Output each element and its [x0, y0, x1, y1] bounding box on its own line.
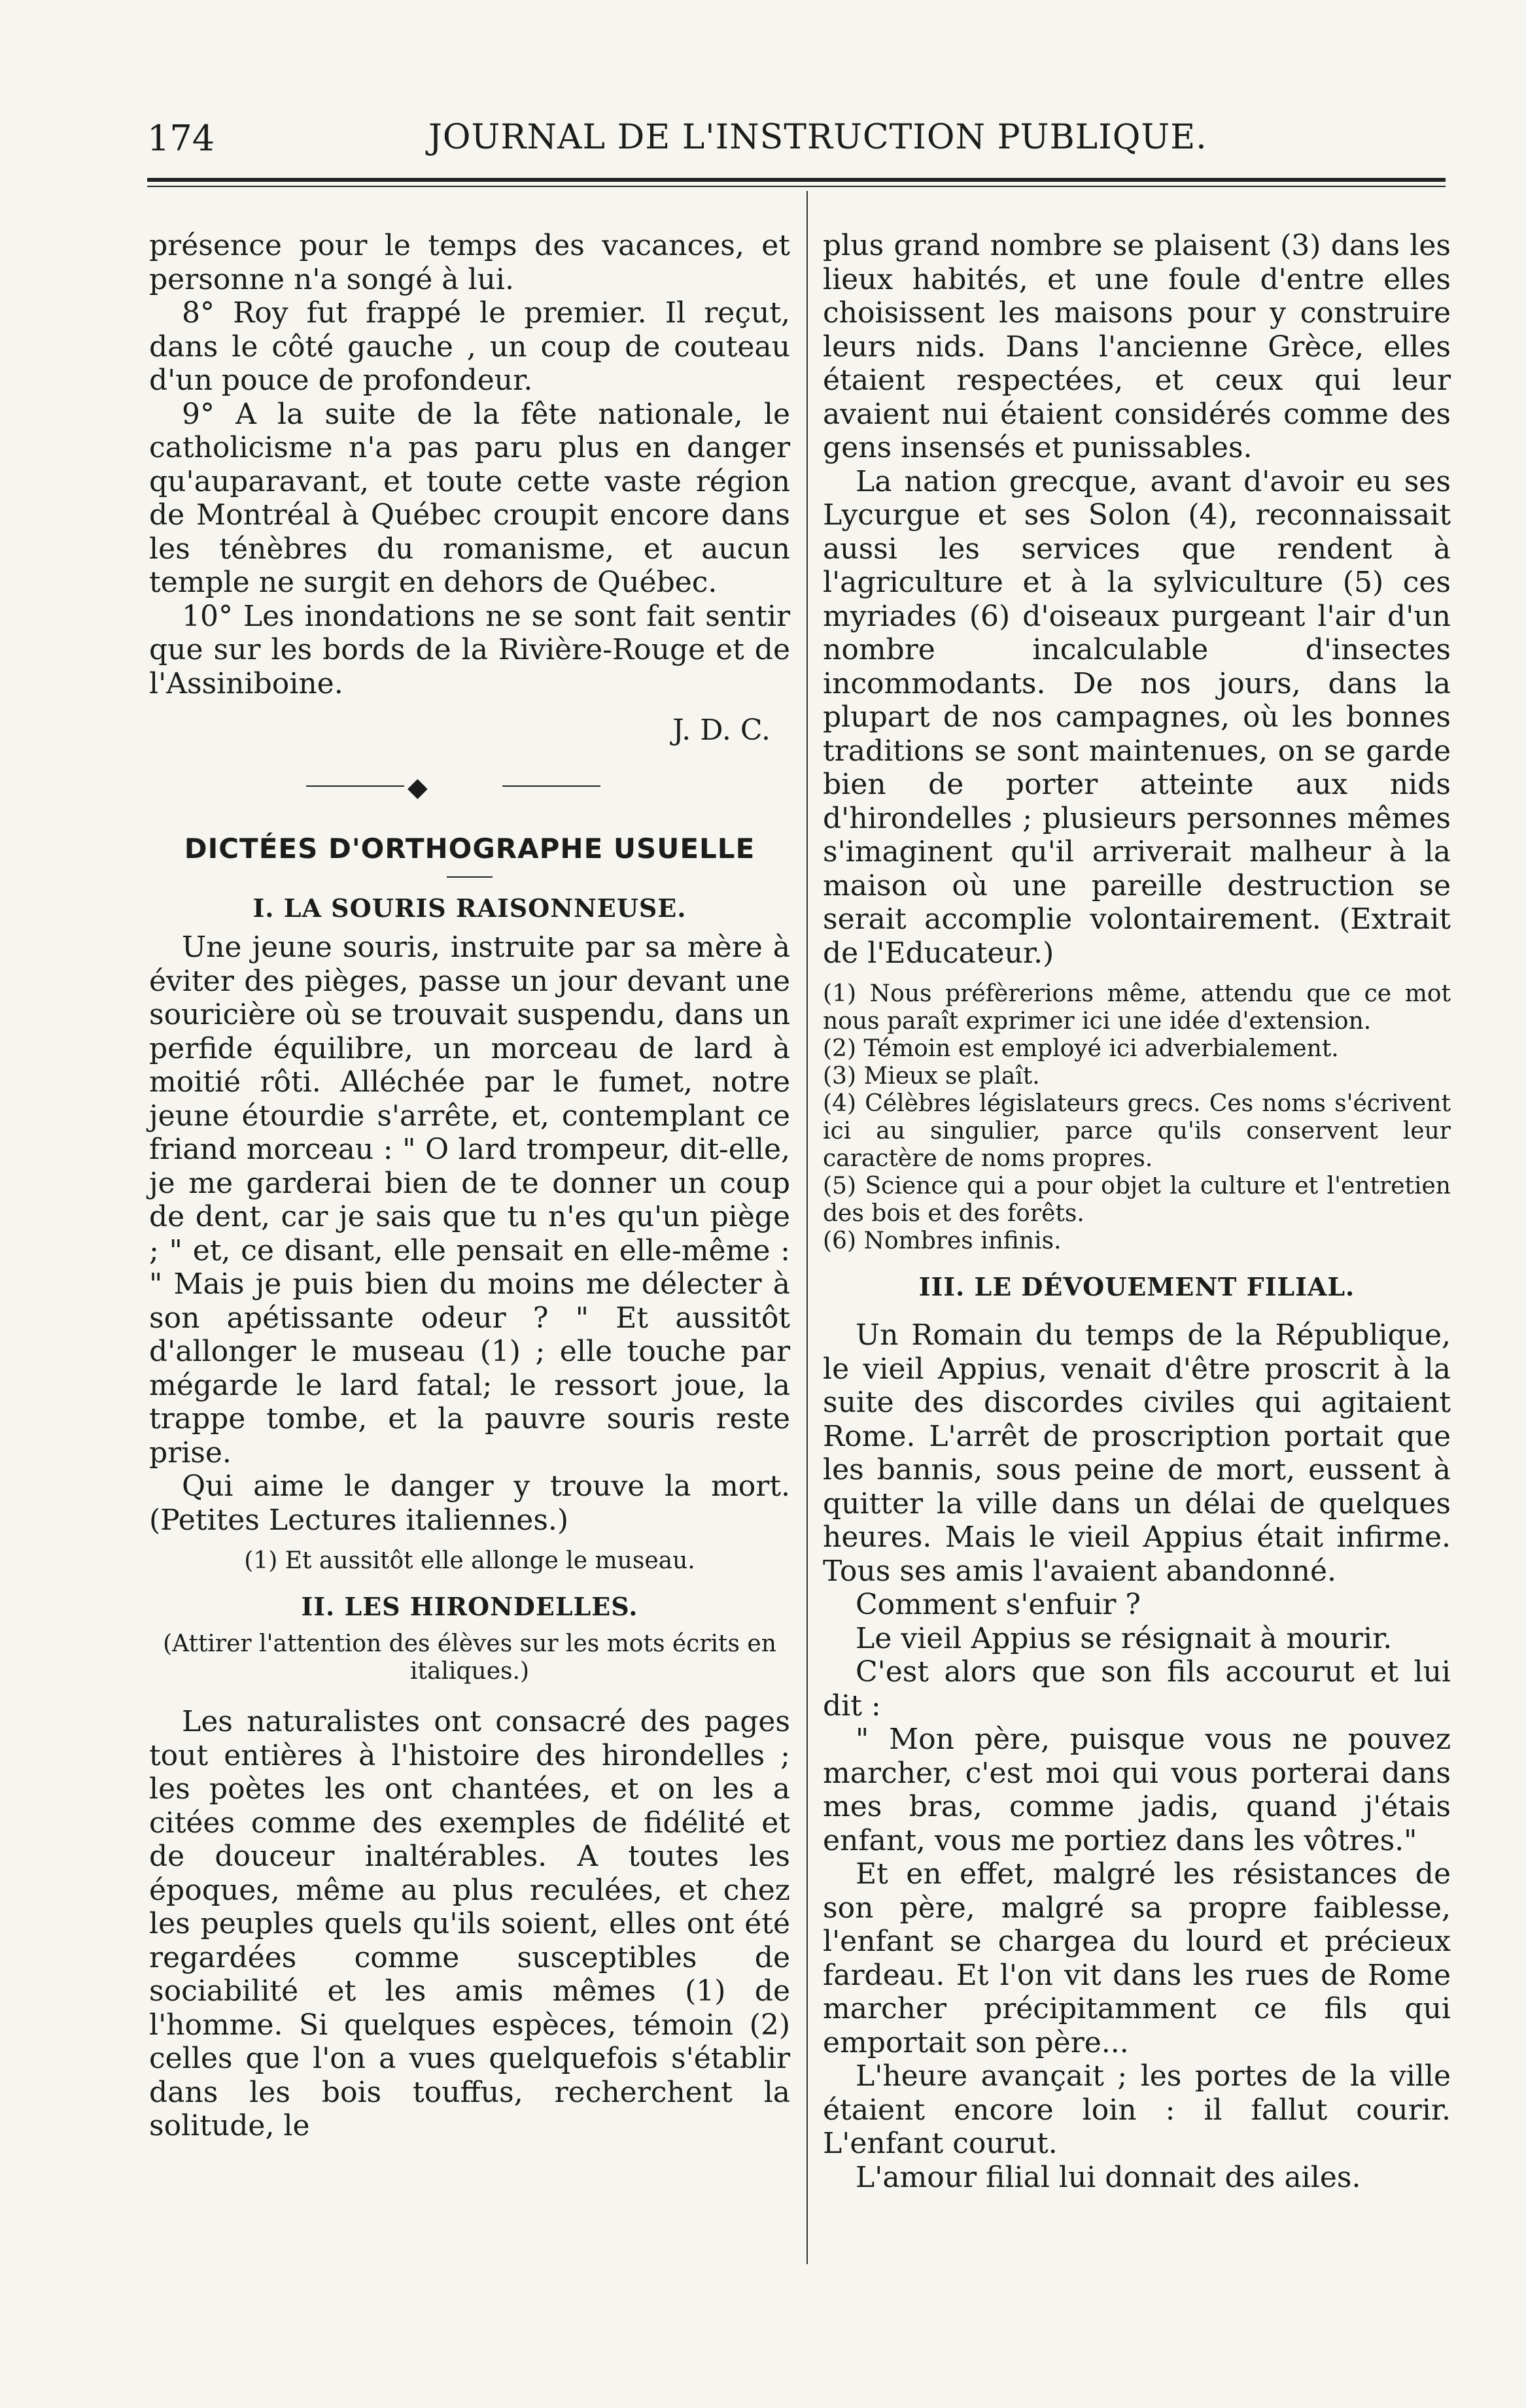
ornament-diamond-icon: ◆: [408, 772, 428, 802]
header-rule-thick: [147, 178, 1446, 182]
paragraph: L'heure avançait ; les portes de la ville étaient encore loin : il fallut courir. L'enfant courut.: [823, 2059, 1451, 2160]
footnote: (4) Célèbres législateurs grecs. Ces noms s'écrivent ici au singulier, parce qu'ils conservent leur caractère de noms propres.: [823, 1090, 1451, 1172]
page-header: [147, 111, 1446, 170]
footnote: (5) Science qui a pour objet la culture et l'entretien des bois et des forêts.: [823, 1173, 1451, 1227]
header-rule-thin: [147, 186, 1446, 187]
paragraph: 9° A la suite de la fête nationale, le catholicisme n'a pas paru plus en danger qu'auparavant, et toute cette vaste région de Montréal à Québec croupit encore dans les ténèbres du romanisme, et aucun temple ne surgit en dehors de Québec.: [149, 397, 790, 599]
paragraph: L'amour filial lui donnait des ailes.: [856, 2160, 1361, 2194]
footnote: (3) Mieux se plaît.: [823, 1063, 1040, 1090]
title-rule: [447, 876, 493, 878]
paragraph: Qui aime le danger y trouve la mort. (Petites Lectures italiennes.): [149, 1470, 790, 1537]
paragraph: La nation grecque, avant d'avoir eu ses Lycurgue et ses Solon (4), reconnaissait aussi les services que rendent à l'agriculture et à la sylviculture (5) ces myriades (6) d'oiseaux purgeant l'air d'un nombre incalculable d'insectes incommodants. De nos jours, dans la plupart de nos campagnes, où les bonnes traditions se sont maintenues, on se garde bien de porter atteinte aux nids d'hirondelles ; plusieurs personnes mêmes s'imaginent qu'il arriverait malheur à la maison où une pareille destruction se serait accomplie volontairement. (Extrait de l'Educateur.): [823, 464, 1451, 970]
paragraph: Les naturalistes ont consacré des pages tout entières à l'histoire des hirondelles ; les poètes les ont chantées, et on les a citées comme des exemples de fidélité et de douceur inaltérables. A toutes les époques, même au plus reculées, et chez les peuples quels qu'ils soient, elles ont été regardées comme susceptibles de sociabilité et les amis mêmes (1) de l'homme. Si quelques espèces, témoin (2) celles que l'on a vues quelquefois s'établir dans les bois touffus, recherchent la solitude, le: [149, 1705, 790, 2142]
part3-title: III. LE DÉVOUEMENT FILIAL.: [918, 1272, 1355, 1301]
right-column: [823, 229, 1451, 2194]
paragraph: plus grand nombre se plaisent (3) dans les lieux habités, et une foule d'entre elles choisissent les maisons pour y construire leurs nids. Dans l'ancienne Grèce, elles étaient respectées, et ceux qui leur avaient nui étaient considérés comme des gens insensés et punissables.: [823, 229, 1451, 464]
ornament-line-left: [306, 785, 404, 787]
footnote: (1) Nous préfèrerions même, attendu que ce mot nous paraît exprimer ici une idée d'extension.: [823, 980, 1451, 1035]
paragraph: Et en effet, malgré les résistances de son père, malgré sa propre faiblesse, l'enfant se chargea du lourd et précieux fardeau. Et l'on vit dans les rues de Rome marcher précipitamment ce fils qui emportait son père...: [823, 1857, 1451, 2059]
paragraph: C'est alors que son fils accourut et lui dit :: [823, 1655, 1451, 1723]
left-column: [149, 229, 790, 2143]
part2-title: II. LES HIRONDELLES.: [301, 1592, 638, 1621]
signature: J. D. C.: [672, 714, 771, 747]
section-ornament: [149, 761, 790, 813]
page-number: 174: [147, 118, 215, 159]
paragraph: présence pour le temps des vacances, et personne n'a songé à lui.: [149, 229, 790, 296]
paragraph: Le vieil Appius se résignait à mourir.: [856, 1621, 1393, 1655]
paragraph: 10° Les inondations ne se sont fait sentir que sur les bords de la Rivière-Rouge et de l'Assiniboine.: [149, 599, 790, 700]
ornament-line-right: [502, 785, 600, 787]
paragraph: Une jeune souris, instruite par sa mère à éviter des pièges, passe un jour devant une souricière où se trouvait suspendu, dans un perfide équilibre, un morceau de lard à moitié rôti. Alléchée par le fumet, notre jeune étourdie s'arrête, et, contemplant ce friand morceau : " O lard trompeur, dit-elle, je me garderai bien de te donner un coup de dent, car je sais que tu n'es qu'un piège ; " et, ce disant, elle pensait en elle-même : " Mais je puis bien du moins me délecter à son apétissante odeur ? " Et aussitôt d'allonger le museau (1) ; elle touche par mégarde le lard fatal; le ressort joue, la trappe tombe, et la pauvre souris reste prise.: [149, 931, 790, 1470]
paragraph: 8° Roy fut frappé le premier. Il reçut, dans le côté gauche , un coup de couteau d'un pouce de profondeur.: [149, 296, 790, 397]
footnote: (6) Nombres infinis.: [823, 1228, 1062, 1254]
part2-instruction: (Attirer l'attention des élèves sur les mots écrits en italiques.): [163, 1630, 776, 1685]
running-title: JOURNAL DE L'INSTRUCTION PUBLIQUE.: [428, 118, 1207, 157]
paragraph: " Mon père, puisque vous ne pouvez marcher, c'est moi qui vous porterai dans mes bras, comme jadis, quand j'étais enfant, vous me portiez dans les vôtres.": [823, 1723, 1451, 1857]
footnote: (2) Témoin est employé ici adverbialement.: [823, 1035, 1339, 1062]
paragraph: Comment s'enfuir ?: [856, 1588, 1141, 1621]
paragraph: Un Romain du temps de la République, le vieil Appius, venait d'être proscrit à la suite des discordes civiles qui agitaient Rome. L'arrêt de proscription portait que les bannis, sous peine de mort, eussent à quitter la ville dans un délai de quelques heures. Mais le vieil Appius était infirme. Tous ses amis l'avaient abandonné.: [823, 1318, 1451, 1588]
section-title: DICTÉES D'ORTHOGRAPHE USUELLE: [184, 833, 755, 865]
footnote: (1) Et aussitôt elle allonge le museau.: [244, 1547, 695, 1574]
column-divider: [806, 191, 808, 2264]
part1-title: I. LA SOURIS RAISONNEUSE.: [252, 893, 687, 923]
